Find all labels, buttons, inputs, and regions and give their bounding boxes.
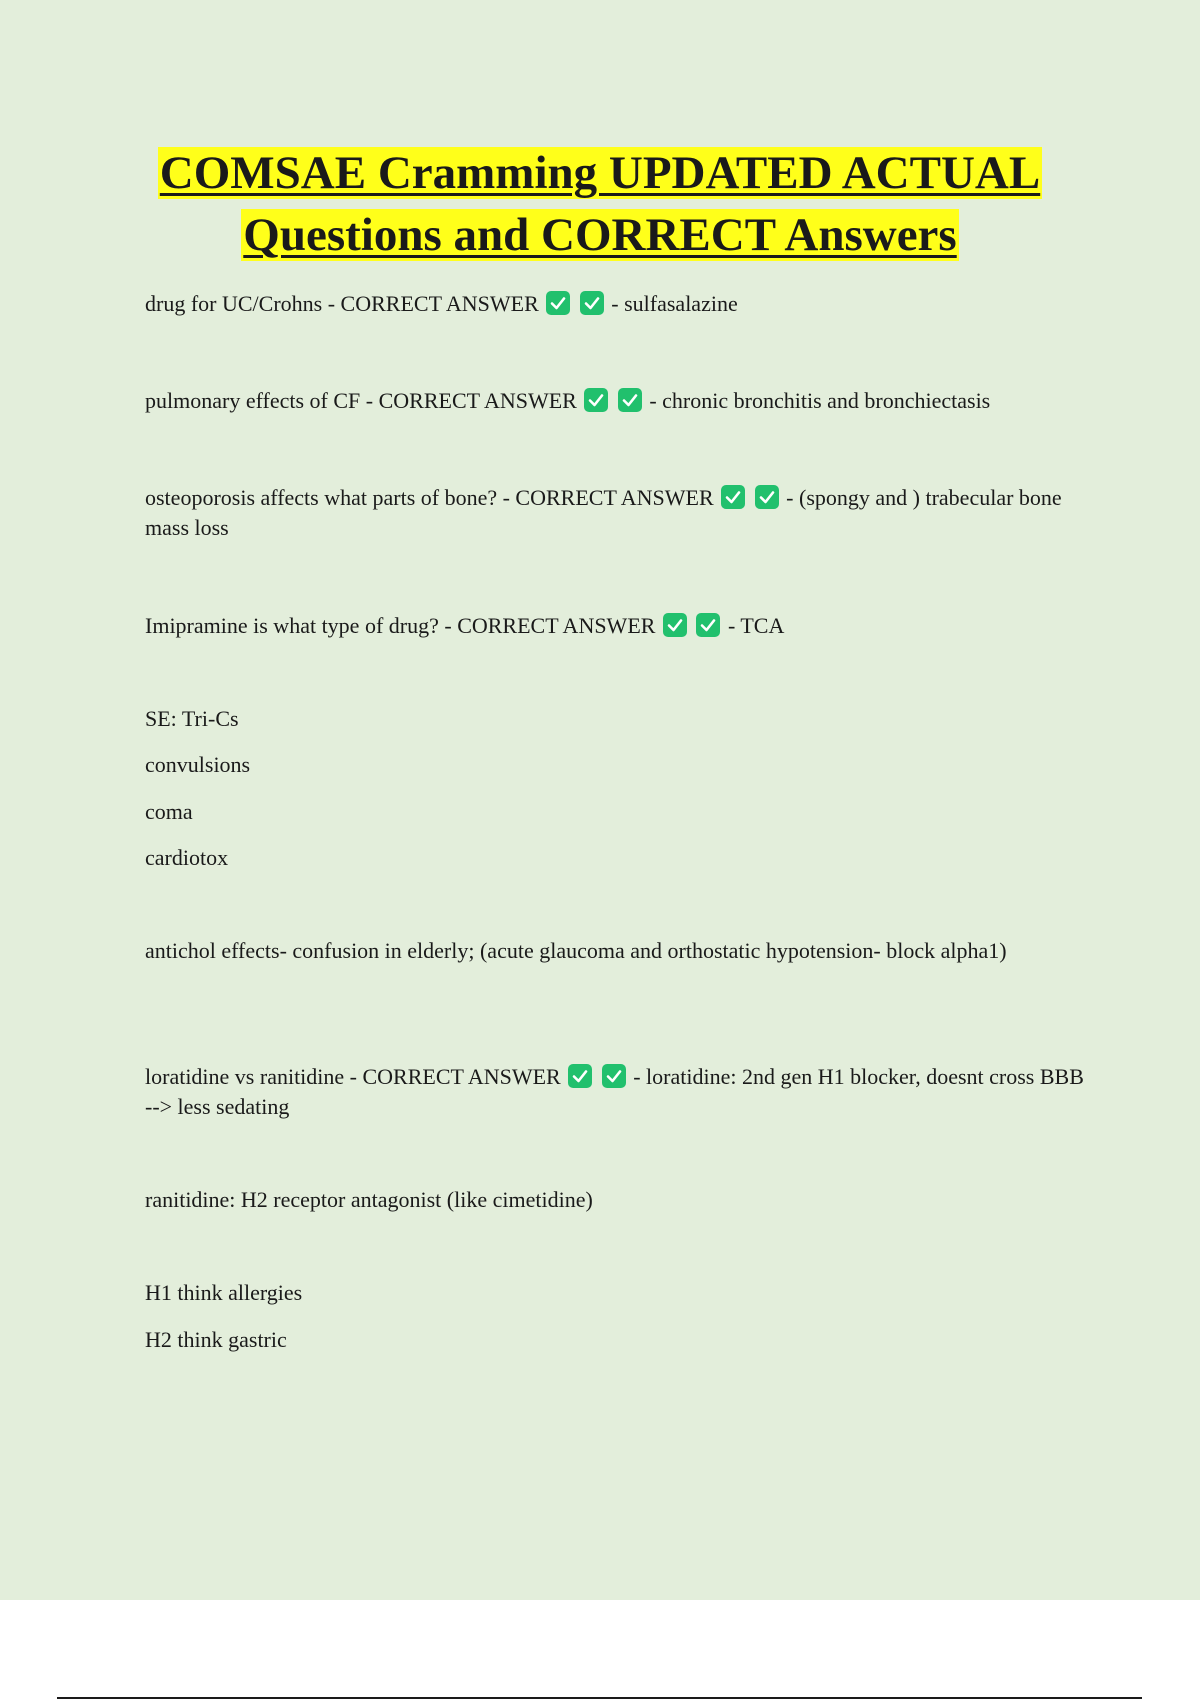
document-title [0,142,1200,266]
check-mark-icon [696,613,720,637]
check-mark-icon [602,1064,626,1088]
side-effects-heading: SE: Tri-Cs [145,706,239,731]
check-mark-icon [721,485,745,509]
check-mark-icon [568,1064,592,1088]
question-text: Imipramine is what type of drug? [145,613,439,638]
qa-item [145,386,1090,416]
qa-item [145,1062,1090,1122]
antichol-note: antichol effects- confusion in elderly; (acute glaucoma and orthostatic hypotension- block alpha1) [145,938,1007,963]
qa-item [145,483,1090,543]
answer-text: - chronic bronchitis and bronchiectasis [649,388,991,413]
h2-note: H2 think gastric [145,1327,287,1352]
question-text: drug for UC/Crohns [145,291,323,316]
side-effect-item: cardiotox [145,845,229,870]
check-mark-icon [618,388,642,412]
question-text: loratidine vs ranitidine [145,1064,345,1089]
side-effect-item: convulsions [145,752,251,777]
ranitidine-note: ranitidine: H2 receptor antagonist (like cimetidine) [145,1187,593,1212]
answer-text: - TCA [727,613,785,638]
answer-marker: - CORRECT ANSWER [322,291,539,316]
h1-note: H1 think allergies [145,1280,303,1305]
qa-item [145,289,1090,319]
question-text: pulmonary effects of CF [145,388,361,413]
answer-marker: - CORRECT ANSWER [438,613,656,638]
check-mark-icon [584,388,608,412]
answer-text: - (spongy and ) trabecular bone mass loss [145,485,1062,540]
answer-text: - sulfasalazine [611,291,738,316]
answer-marker: - CORRECT ANSWER [344,1064,561,1089]
check-mark-icon [663,613,687,637]
answer-marker: - CORRECT ANSWER [360,388,577,413]
answer-marker: - CORRECT ANSWER [497,485,714,510]
answer-text: - loratidine: 2nd gen H1 blocker, doesnt cross BBB --> less sedating [145,1064,1084,1119]
footer-divider [57,1697,1142,1699]
check-mark-icon [580,291,604,315]
question-text: osteoporosis affects what parts of bone? [145,485,498,510]
check-mark-icon [546,291,570,315]
title-line-1: COMSAE Cramming UPDATED ACTUAL [159,147,1041,199]
check-mark-icon [755,485,779,509]
qa-item [145,611,1090,641]
title-line-2: Questions and CORRECT Answers [243,209,957,261]
side-effect-item: coma [145,799,193,824]
